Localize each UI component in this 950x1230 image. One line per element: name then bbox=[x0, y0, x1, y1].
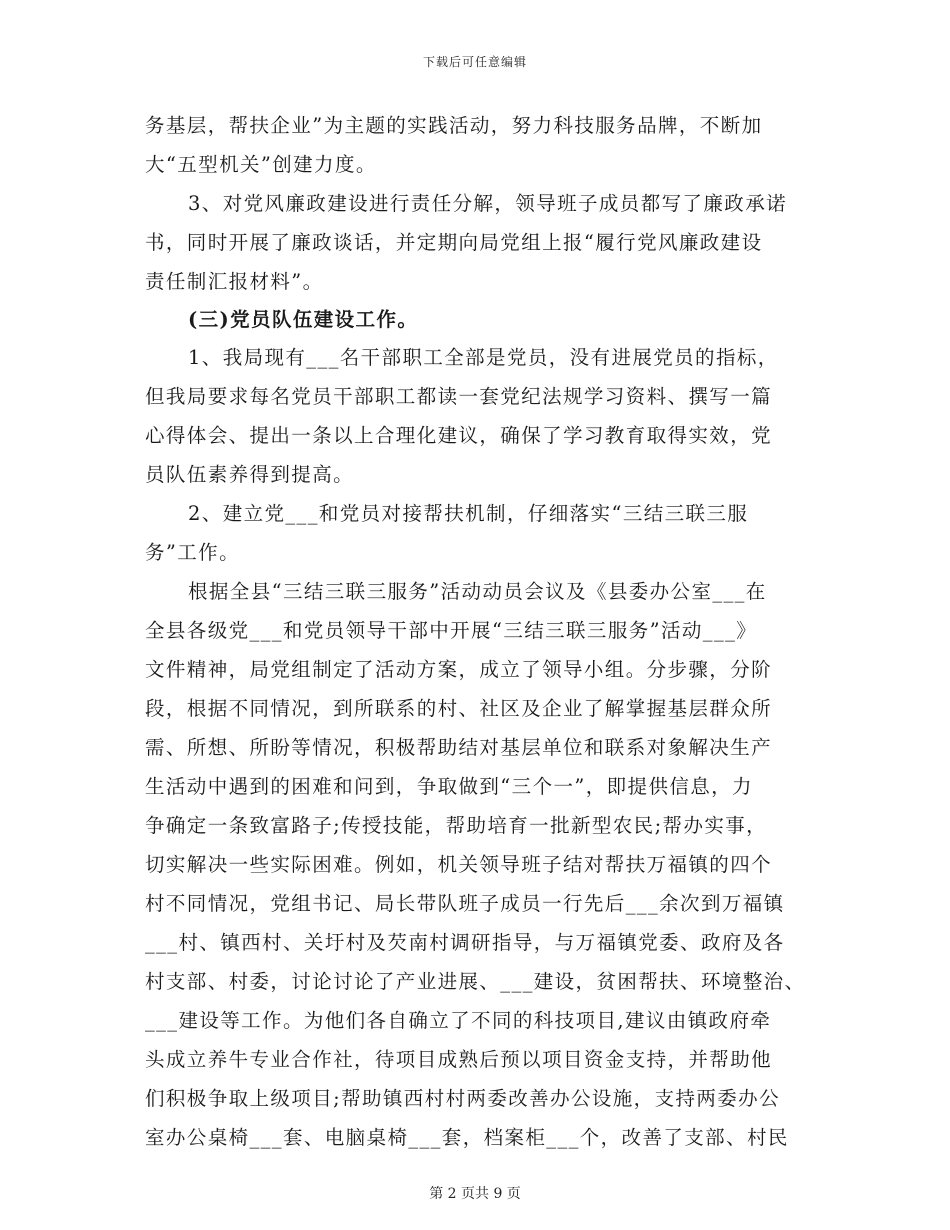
section-heading: (三)党员队伍建设工作。 bbox=[188, 308, 419, 331]
paragraph-line: 大“五型机关”创建力度。 bbox=[145, 153, 377, 176]
page-footer: 第 2 页共 9 页 bbox=[429, 1186, 521, 1202]
paragraph-line: 但我局要求每名党员干部职工都读一套党纪法规学习资料、撰写一篇 bbox=[145, 385, 773, 408]
paragraph-line: 书，同时开展了廉政谈话，并定期向局党组上报“履行党风廉政建设 bbox=[145, 231, 763, 254]
paragraph-line: 员队伍素养得到提高。 bbox=[145, 463, 355, 486]
paragraph-line: 村不同情况，党组书记、局长带队班子成员一行先后___余次到万福镇 bbox=[145, 892, 785, 915]
paragraph-line: 全县各级党___和党员领导干部中开展“三结三联三服务”活动___》 bbox=[145, 619, 758, 642]
paragraph-line: 务基层，帮扶企业”为主题的实践活动，努力科技服务品牌，不断加 bbox=[145, 114, 763, 137]
paragraph-line: 务”工作。 bbox=[145, 541, 240, 564]
paragraph-line: 生活动中遇到的困难和问到，争取做到“三个一”，即提供信息，力 bbox=[145, 775, 753, 798]
paragraph-line: 根据全县“三结三联三服务”活动动员会议及《县委办公室___在 bbox=[188, 580, 767, 603]
page-header: 下载后可任意编辑 bbox=[422, 55, 527, 69]
paragraph-line: 切实解决一些实际困难。例如，机关领导班子结对帮扶万福镇的四个 bbox=[145, 853, 773, 876]
paragraph-line: 需、所想、所盼等情况，积极帮助结对基层单位和联系对象解决生产 bbox=[145, 736, 773, 759]
paragraph-line: 室办公桌椅___套、电脑桌椅___套，档案柜___个，改善了支部、村民 bbox=[145, 1126, 789, 1149]
paragraph-line: 1、我局现有___名干部职工全部是党员，没有进展党员的指标， bbox=[188, 346, 779, 369]
paragraph-line: 段，根据不同情况，到所联系的村、社区及企业了解掌握基层群众所 bbox=[145, 697, 773, 720]
paragraph-line: 3、对党风廉政建设进行责任分解，领导班子成员都写了廉政承诺 bbox=[188, 192, 788, 215]
paragraph-line: 头成立养牛专业合作社，待项目成熟后预以项目资金支持，并帮助他 bbox=[145, 1048, 773, 1071]
paragraph-line: ___建设等工作。为他们各自确立了不同的科技项目,建议由镇政府牵 bbox=[145, 1009, 772, 1032]
paragraph-line: 责任制汇报材料”。 bbox=[145, 270, 324, 293]
paragraph-line: 们积极争取上级项目;帮助镇西村村两委改善办公设施，支持两委办公 bbox=[145, 1087, 780, 1110]
paragraph-line: 争确定一条致富路子;传授技能，帮助培育一批新型农民;帮办实事， bbox=[145, 814, 768, 837]
paragraph-line: 村支部、村委，讨论讨论了产业进展、___建设，贫困帮扶、环境整治、 bbox=[145, 970, 806, 993]
paragraph-line: 心得体会、提出一条以上合理化建议，确保了学习教育取得实效，党 bbox=[145, 424, 773, 447]
paragraph-line: 2、建立党___和党员对接帮扶机制，仔细落实“三结三联三服 bbox=[188, 502, 749, 525]
paragraph-line: 文件精神，局党组制定了活动方案，成立了领导小组。分步骤，分阶 bbox=[145, 658, 773, 681]
paragraph-line: ___村、镇西村、关圩村及芡南村调研指导，与万福镇党委、政府及各 bbox=[145, 931, 785, 954]
